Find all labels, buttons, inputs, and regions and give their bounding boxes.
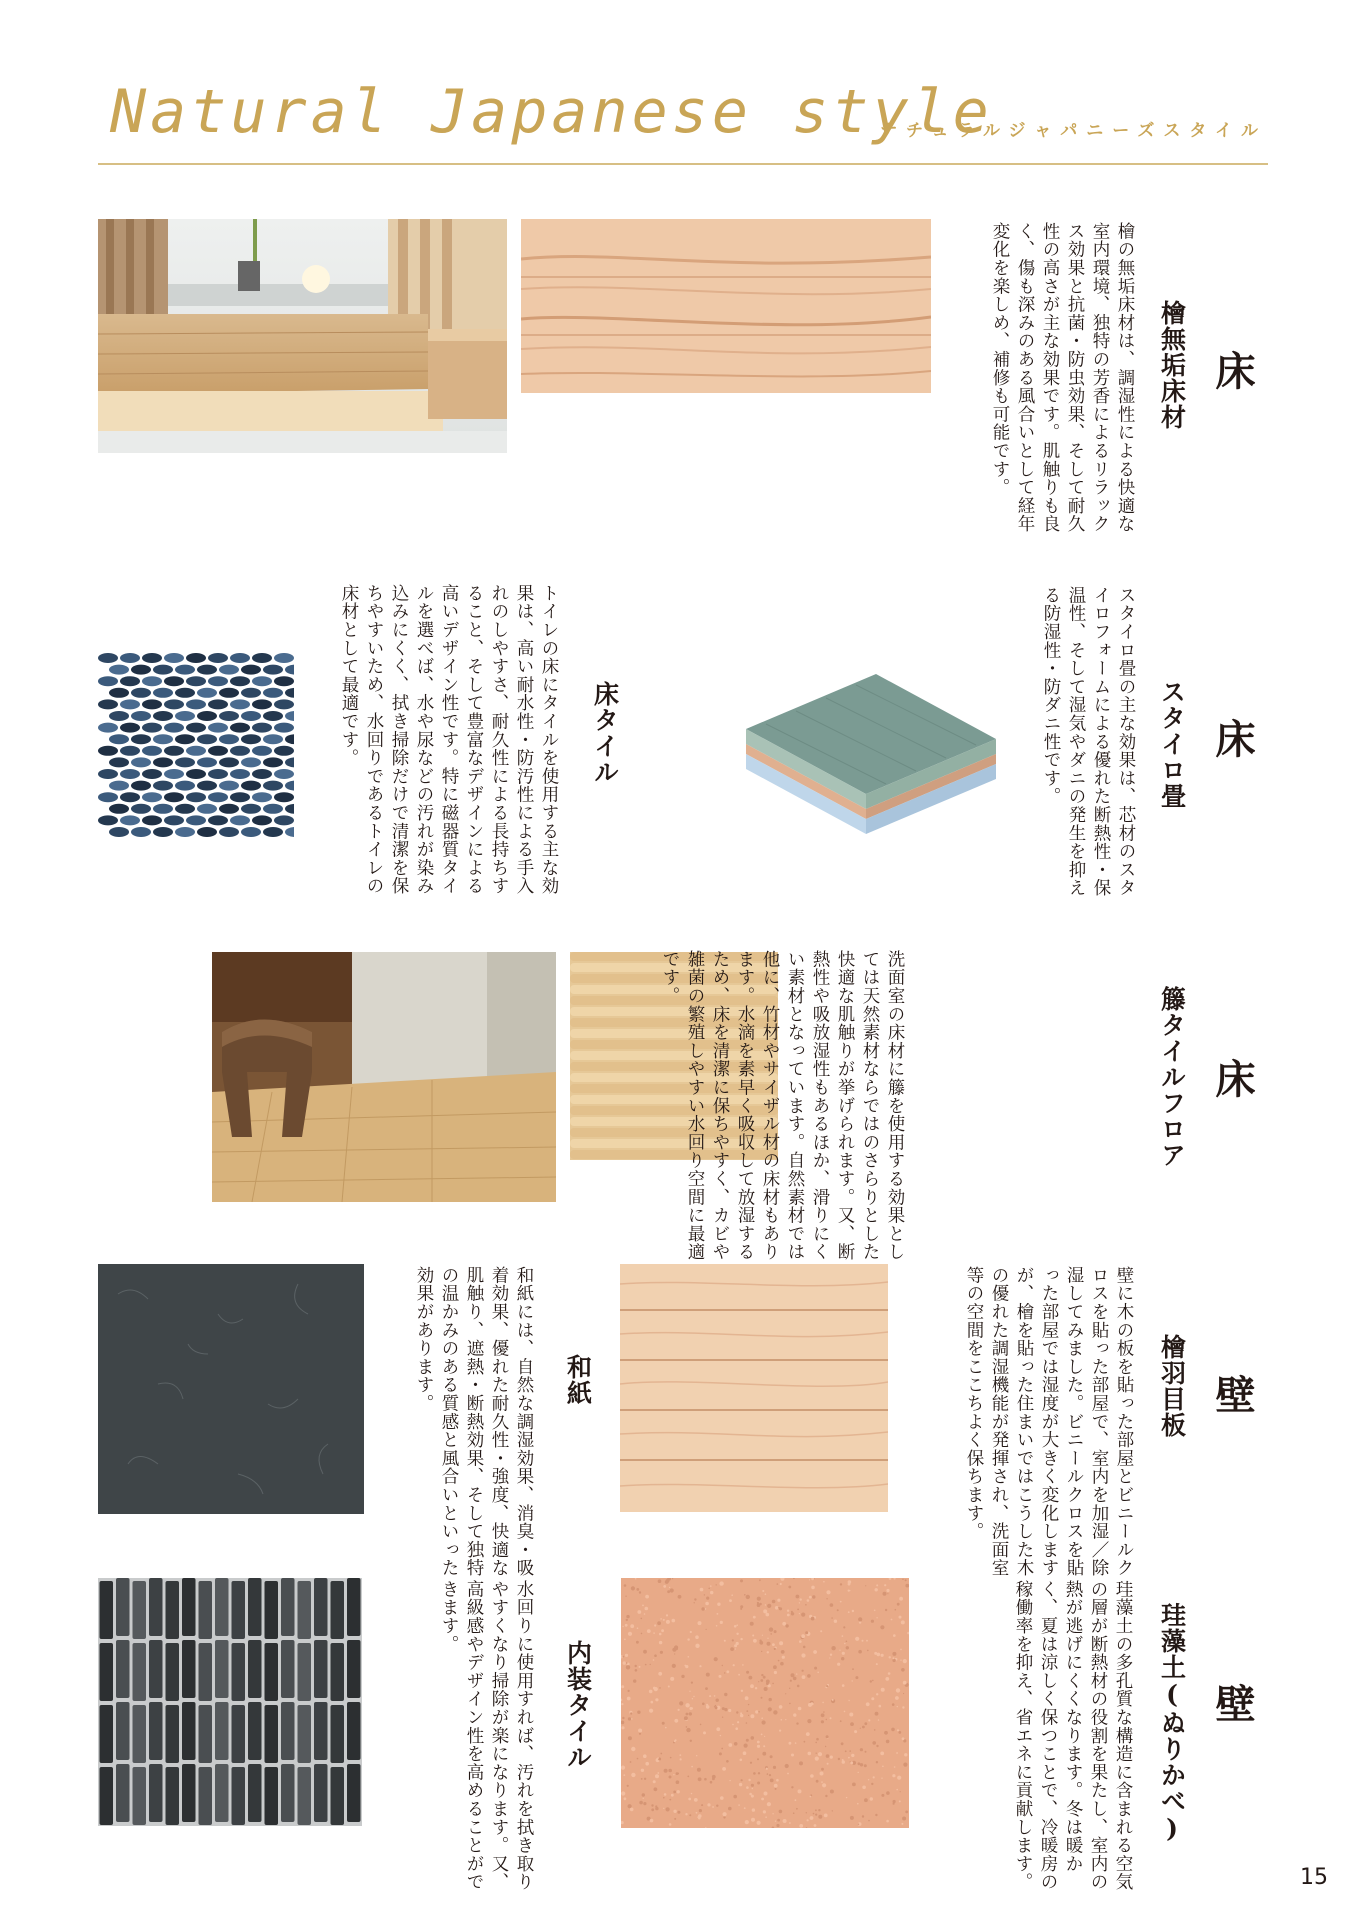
section-name-hinoki-floor: 檜無垢床材	[1157, 300, 1187, 430]
section-body-interior-tile: 水回りに使用すれば、汚れを拭き取りやすくなり掃除が楽になります。又、高級感やデザイン性を高めることができます。	[439, 1580, 534, 1892]
section-category-stylo-tatami: 床	[1209, 718, 1256, 758]
diatomite-wall-sample	[621, 1578, 909, 1828]
section-name-washi: 和紙	[563, 1354, 593, 1406]
rattan-room-photo	[212, 952, 556, 1202]
section-body-diatomite: 珪藻土の多孔質な構造に含まれる空気の層が断熱材の役割を果たし、室内の熱が逃げにくくなります。冬は暖かく、夏は涼しく保つことで、冷暖房の稼働率を抑え、省エネに貢献します。	[1013, 1580, 1133, 1892]
section-name-stylo-tatami: スタイロ畳	[1157, 679, 1187, 809]
section-category-rattan-floor: 床	[1209, 1058, 1256, 1098]
section-body-rattan-floor: 洗面室の床材に籐を使用する効果としては天然素材ならではのさらりとした快適な肌触りが挙げられます。又、断熱性や吸放湿性もあるほか、滑りにくい素材となっています。自然素材では他に、竹材やサイザル材の床材もあります。水滴を素早く吸収して放湿するため、床を清潔に保ちやすく、カビや雑菌の繁殖しやすい水回り空間に最適です。	[660, 950, 905, 1262]
page-number: 15	[1300, 1865, 1328, 1890]
hinoki-panel-sample	[620, 1264, 888, 1512]
section-category-diatomite: 壁	[1209, 1683, 1256, 1723]
interior-tile-sample	[98, 1578, 362, 1826]
section-body-stylo-tatami: スタイロ畳の主な効果は、芯材のスタイロフォームによる優れた断熱性・保温性、そして湿気やダニの発生を抑える防湿性・防ダニ性です。	[1041, 586, 1136, 898]
hinoki-room-photo	[98, 219, 507, 453]
page-title: Natural Japanese style	[110, 77, 993, 147]
washi-paper-sample	[98, 1264, 364, 1514]
section-category-hinoki-floor: 床	[1209, 350, 1256, 390]
section-body-hinoki-panel: 壁に木の板を貼った部屋とビニールクロスを貼った部屋で、室内を加湿／除湿してみました。ビニールクロスを貼った部屋では湿度が大きく変化しますが、檜を貼った住まいではこうした木の優れた調湿機能が発揮され、洗面室等の空間をここちよく保ちます。	[964, 1266, 1134, 1578]
section-body-floor-tile: トイレの床にタイルを使用する主な効果は、高い耐水性・防汚性による手入れのしやすさ、耐久性による長持ちすること、そして豊富なデザインによる高いデザイン性です。特に磁器質タイルを選べば、水や尿などの汚れが染み込みにくく、拭き掃除だけで清潔を保ちやすいため、水回りであるトイレの床材として最適です。	[339, 584, 559, 896]
floor-tile-sample	[98, 650, 294, 842]
title-rule	[98, 163, 1268, 165]
section-name-rattan-floor: 籐タイルフロア	[1157, 986, 1187, 1168]
section-name-hinoki-panel: 檜羽目板	[1157, 1334, 1187, 1438]
section-body-hinoki-floor: 檜の無垢床材は、調湿性による快適な室内環境、独特の芳香によるリラックス効果と抗菌・防虫効果、そして耐久性の高さが主な効果です。肌触りも良く、傷も深みのある風合いとして経年変化を楽しめ、補修も可能です。	[990, 222, 1135, 534]
section-body-washi: 和紙には、自然な調湿効果、消臭・吸着効果、優れた耐久性・強度、快適な肌触り、遮熱・断熱効果、そして独特の温かみのある質感と風合いといった効果があります。	[414, 1266, 534, 1578]
hinoki-plank-sample	[521, 219, 931, 393]
section-name-floor-tile: 床タイル	[590, 681, 620, 785]
page-subtitle: ナチュラルジャパニーズスタイル	[880, 121, 1268, 141]
stylo-tatami-illustration	[736, 644, 1006, 834]
section-category-hinoki-panel: 壁	[1209, 1374, 1256, 1414]
section-name-interior-tile: 内装タイル	[563, 1640, 593, 1770]
section-name-diatomite: 珪藻土(ぬりかべ)	[1157, 1602, 1187, 1844]
